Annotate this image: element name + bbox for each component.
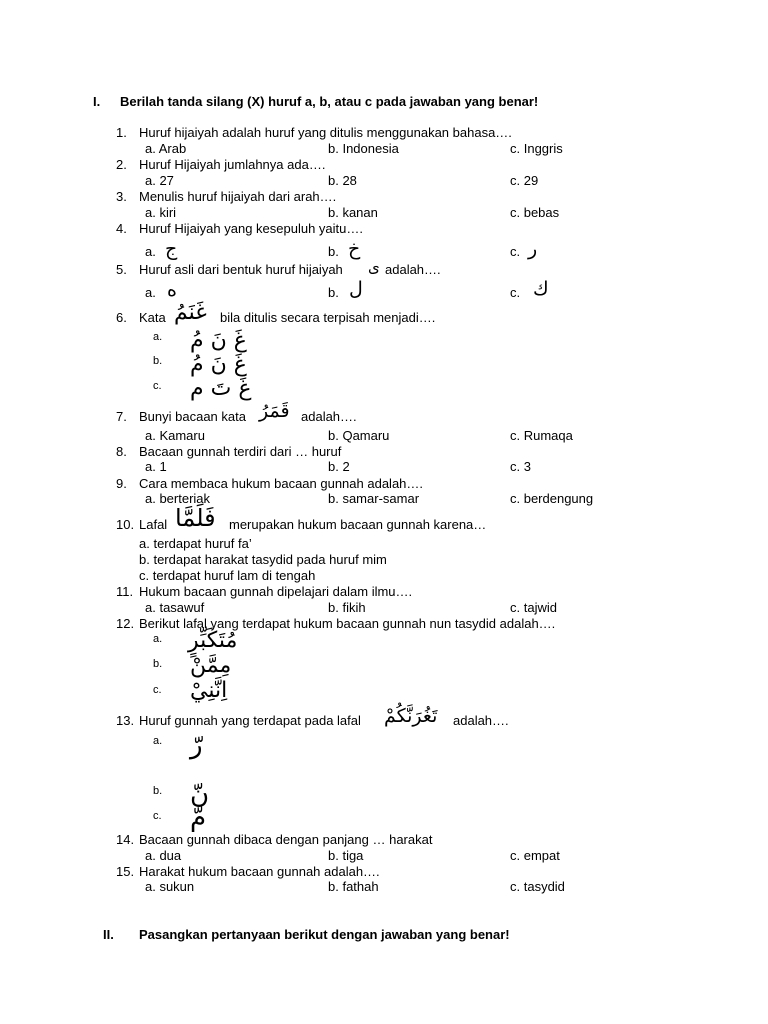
question-text-end: adalah…. <box>301 409 357 424</box>
option-a: a. terdapat huruf fa’ <box>139 536 252 551</box>
option-c: c. bebas <box>510 205 560 220</box>
question-text: Huruf Hijaiyah yang kesepuluh yaitu…. <box>139 221 364 236</box>
option-b: b. fathah <box>328 879 379 894</box>
option-a-arabic: رّ <box>190 730 203 760</box>
option-a-arabic: ه <box>167 279 177 301</box>
option-a: a. 1 <box>145 459 167 474</box>
question-text: Huruf Hijaiyah jumlahnya ada…. <box>139 157 326 172</box>
question-text: Bunyi bacaan kata <box>139 409 246 424</box>
option-c-arabic: ك <box>533 278 549 300</box>
option-b-label: b. <box>153 785 163 797</box>
option-a: a. sukun <box>145 879 195 894</box>
option-c: c. Rumaqa <box>510 428 573 443</box>
question-number: 14. <box>116 832 135 847</box>
question-number: 3. <box>116 189 127 204</box>
question-text: Huruf gunnah yang terdapat pada lafal <box>139 713 361 728</box>
option-c-arabic: اِنَّنِيْ <box>190 678 228 703</box>
question-arabic: فَلَمَّا <box>175 504 216 532</box>
option-b-label: b. <box>328 244 339 259</box>
option-b-arabic: غَ نَ مُ <box>190 352 247 377</box>
option-a: a. Kamaru <box>145 428 205 443</box>
question-number: 12. <box>116 616 135 631</box>
option-c-label: c. <box>153 380 162 392</box>
option-c-label: c. <box>510 244 521 259</box>
option-a: a. 27 <box>145 173 174 188</box>
section-title: Berilah tanda silang (X) huruf a, b, atau c pada jawaban yang benar! <box>120 94 539 109</box>
question-arabic: قَمَرُ <box>259 400 290 422</box>
option-c: c. empat <box>510 848 560 863</box>
option-a-label: a. <box>153 735 163 747</box>
option-a-label: a. <box>153 633 163 645</box>
question-text: Harakat hukum bacaan gunnah adalah…. <box>139 864 380 879</box>
question-number: 4. <box>116 221 127 236</box>
option-b-arabic: مِمَّنْ <box>190 653 232 678</box>
option-c-label: c. <box>153 810 162 822</box>
question-number: 7. <box>116 409 127 424</box>
option-a-label: a. <box>145 285 156 300</box>
option-b-arabic: ل <box>349 278 363 300</box>
option-a: a. Arab <box>145 141 187 156</box>
option-a: a. berteriak <box>145 491 211 506</box>
question-number: 6. <box>116 310 127 325</box>
question-arabic: تَغُرَنَّكُمْ <box>384 705 438 727</box>
option-c-arabic: مّ <box>190 803 207 833</box>
question-number: 15. <box>116 864 135 879</box>
question-number: 1. <box>116 125 127 140</box>
question-text-end: merupakan hukum bacaan gunnah karena… <box>229 517 487 532</box>
option-a: a. tasawuf <box>145 600 205 615</box>
option-a-arabic: ج <box>165 238 178 260</box>
option-b: b. Qamaru <box>328 428 390 443</box>
question-text: Bacaan gunnah dibaca dengan panjang … harakat <box>139 832 433 847</box>
question-text: Huruf asli dari bentuk huruf hijaiyah <box>139 262 343 277</box>
option-b: b. 28 <box>328 173 357 188</box>
option-c: c. tajwid <box>510 600 557 615</box>
question-number: 2. <box>116 157 127 172</box>
question-number: 9. <box>116 476 127 491</box>
question-text: Huruf hijaiyah adalah huruf yang ditulis menggunakan bahasa…. <box>139 125 512 140</box>
question-text-end: bila ditulis secara terpisah menjadi…. <box>220 310 436 325</box>
question-text: Bacaan gunnah terdiri dari … huruf <box>139 444 342 459</box>
question-text-end: adalah…. <box>385 262 441 277</box>
option-a-label: a. <box>153 331 163 343</box>
question-arabic: ى <box>368 258 380 276</box>
option-c: c. 3 <box>510 459 531 474</box>
option-b: b. Indonesia <box>328 141 399 156</box>
option-a: a. dua <box>145 848 182 863</box>
option-c-arabic: غَ تَ م <box>190 376 252 401</box>
question-text-end: adalah…. <box>453 713 509 728</box>
option-a-arabic: غَ نَ مُ <box>190 328 247 353</box>
option-c-label: c. <box>153 684 162 696</box>
option-b-arabic: نّ <box>190 780 210 810</box>
question-text: Cara membaca hukum bacaan gunnah adalah…. <box>139 476 424 491</box>
option-b: b. fikih <box>328 600 366 615</box>
question-text: Berikut lafal yang terdapat hukum bacaan gunnah nun tasydid adalah…. <box>139 616 556 631</box>
option-b: b. tiga <box>328 848 364 863</box>
option-c-label: c. <box>510 285 521 300</box>
option-b: b. samar-samar <box>328 491 420 506</box>
option-b: b. 2 <box>328 459 350 474</box>
question-number: 11. <box>116 584 134 599</box>
question-text: Menulis huruf hijaiyah dari arah…. <box>139 189 337 204</box>
question-number: 10. <box>116 517 135 532</box>
option-b-label: b. <box>153 355 163 367</box>
option-b-arabic: خ <box>348 238 361 260</box>
option-c-arabic: ر <box>528 238 538 260</box>
question-text: Lafal <box>139 517 168 532</box>
section-title: Pasangkan pertanyaan berikut dengan jawaban yang benar! <box>139 927 510 942</box>
option-c: c. tasydid <box>510 879 565 894</box>
option-c: c. berdengung <box>510 491 594 506</box>
option-b: b. terdapat harakat tasydid pada huruf mim <box>139 552 387 567</box>
option-c: c. 29 <box>510 173 539 188</box>
question-text: Kata <box>139 310 166 325</box>
section-number: II. <box>103 927 114 942</box>
section-number: I. <box>93 94 101 109</box>
question-number: 8. <box>116 444 127 459</box>
option-b-label: b. <box>328 285 339 300</box>
option-a-arabic: مُتَكَبِّرٍ <box>188 628 238 653</box>
option-a: a. kiri <box>145 205 177 220</box>
option-c: c. Inggris <box>510 141 563 156</box>
question-arabic: غَنَمُ <box>174 300 207 325</box>
question-text: Hukum bacaan gunnah dipelajari dalam ilmu…. <box>139 584 413 599</box>
option-a-label: a. <box>145 244 156 259</box>
option-b-label: b. <box>153 658 163 670</box>
option-b: b. kanan <box>328 205 378 220</box>
option-c: c. terdapat huruf lam di tengah <box>139 568 316 583</box>
question-number: 13. <box>116 713 135 728</box>
question-number: 5. <box>116 262 127 277</box>
